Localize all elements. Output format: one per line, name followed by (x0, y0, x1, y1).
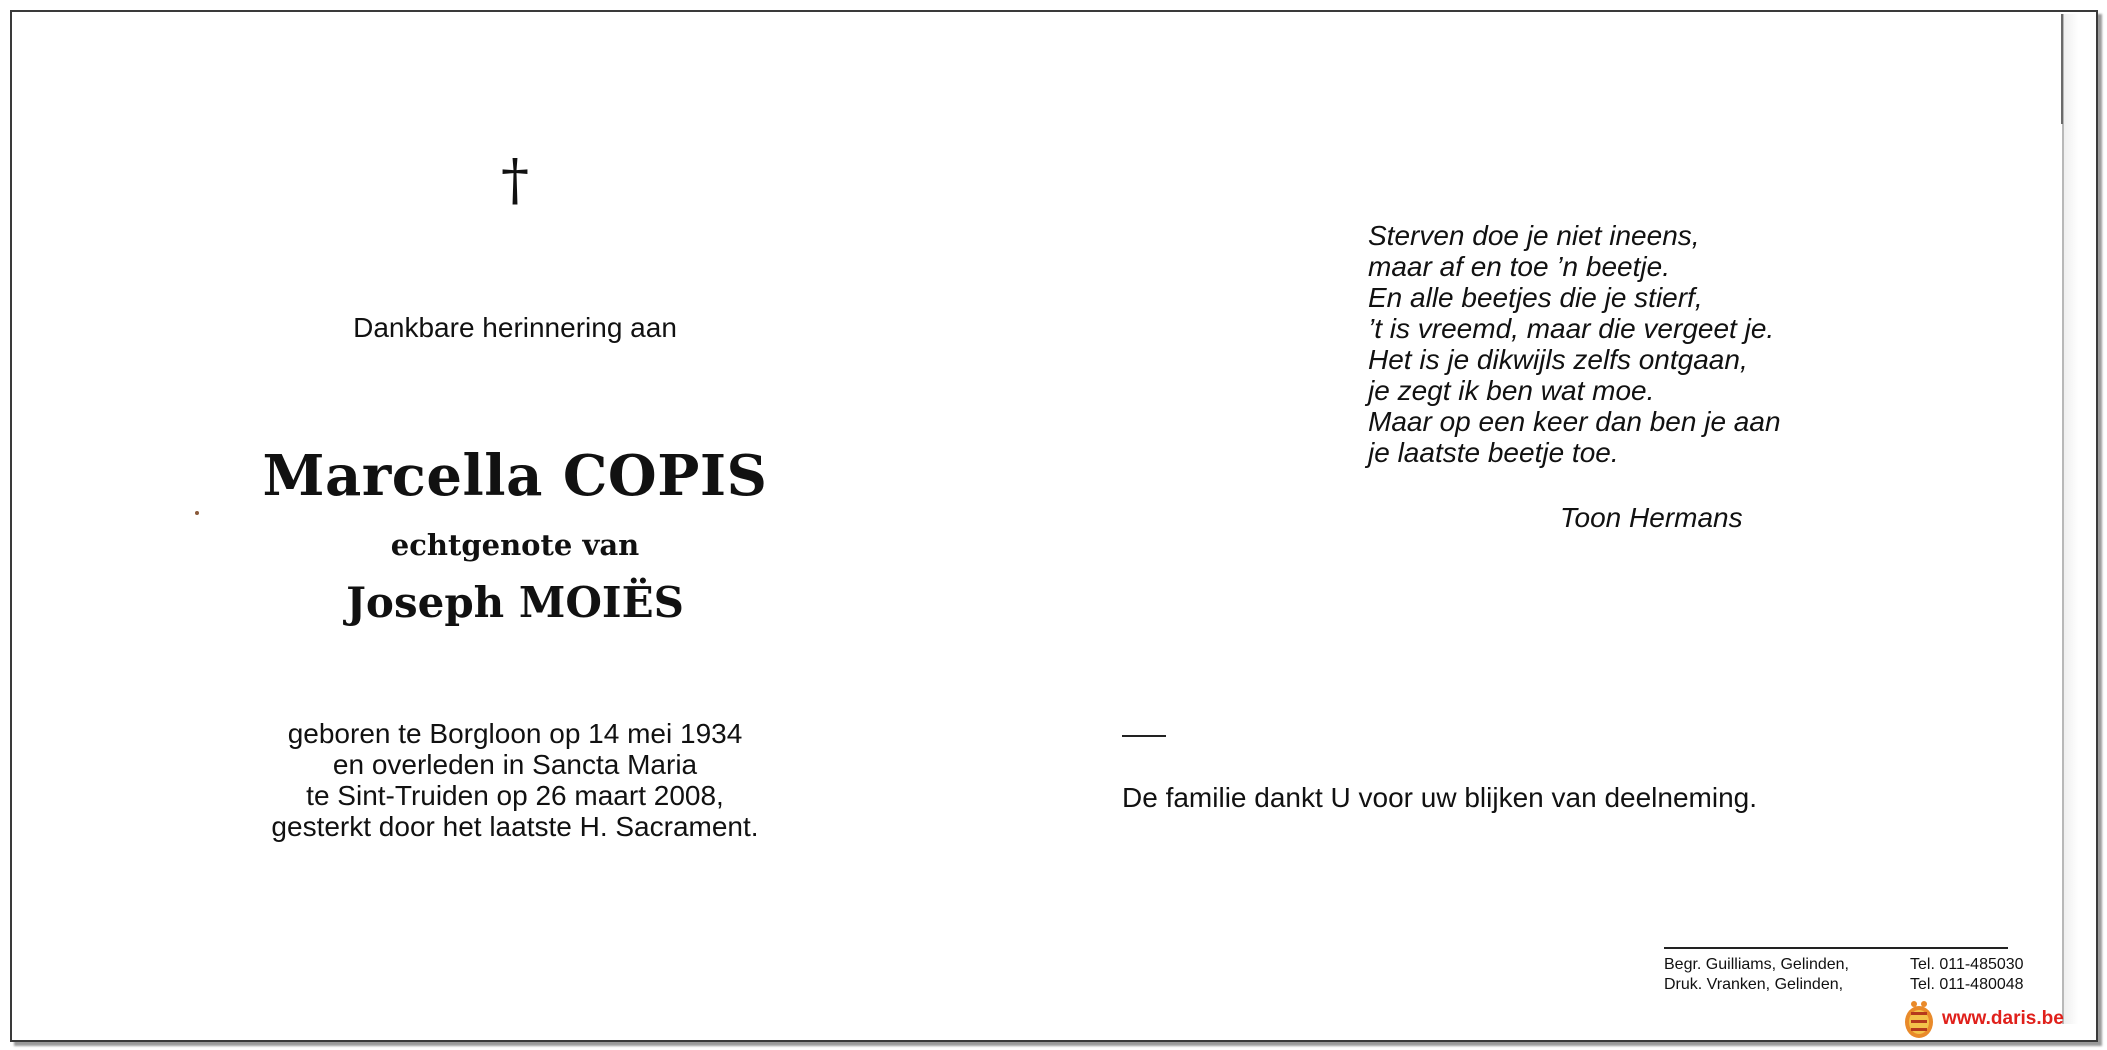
poem-line: ’t is vreemd, maar die vergeet je. (1368, 313, 1775, 344)
deceased-name: Marcella COPIS (262, 443, 768, 509)
bio-line: gesterkt door het laatste H. Sacrament. (271, 811, 759, 842)
credit-row (1664, 975, 2024, 995)
thanks-text: De familie dankt U voor uw blijken van deelneming. (1122, 782, 1757, 813)
poem-line: je zegt ik ben wat moe. (1368, 375, 1655, 406)
card-fold-line (2061, 14, 2063, 124)
credit-row (1664, 955, 2024, 975)
watermark-text[interactable]: www.daris.be (1942, 1008, 2064, 1029)
poem-line: En alle beetjes die je stierf, (1368, 282, 1703, 313)
card-fold-edge (2062, 14, 2088, 1024)
poem-line: je laatste beetje toe. (1368, 437, 1619, 468)
intro-text: Dankbare herinnering aan (353, 312, 677, 343)
credit-name: Begr. Guilliams, Gelinden, (1664, 956, 1849, 973)
poem-line: Het is je dikwijls zelfs ontgaan, (1368, 344, 1748, 375)
watermark[interactable] (1902, 998, 2064, 1040)
spouse-name: Joseph MOIËS (346, 578, 684, 627)
poem-author: Toon Hermans (1560, 502, 1743, 533)
spouse-label: echtgenote van (390, 528, 640, 562)
bio-text (0, 718, 1030, 842)
cross-icon: † (501, 148, 529, 213)
bio-line: en overleden in Sancta Maria (332, 749, 698, 780)
poem-line: maar af en toe ’n beetje. (1368, 251, 1670, 282)
daris-logo-icon (1902, 998, 1936, 1040)
poem (1368, 220, 1781, 468)
separator-dash (1122, 735, 1166, 737)
paper-speck (195, 511, 199, 515)
credits (1664, 955, 2024, 995)
credit-phone: Tel. 011-480048 (1910, 976, 2024, 993)
credit-phone: Tel. 011-485030 (1910, 956, 2024, 973)
poem-line: Maar op een keer dan ben je aan (1368, 406, 1781, 437)
bio-line: geboren te Borgloon op 14 mei 1934 (287, 718, 743, 749)
credit-name: Druk. Vranken, Gelinden, (1664, 976, 1844, 993)
poem-line: Sterven doe je niet ineens, (1368, 220, 1700, 251)
credits-rule (1664, 947, 2008, 949)
bio-line: te Sint-Truiden op 26 maart 2008, (306, 780, 724, 811)
